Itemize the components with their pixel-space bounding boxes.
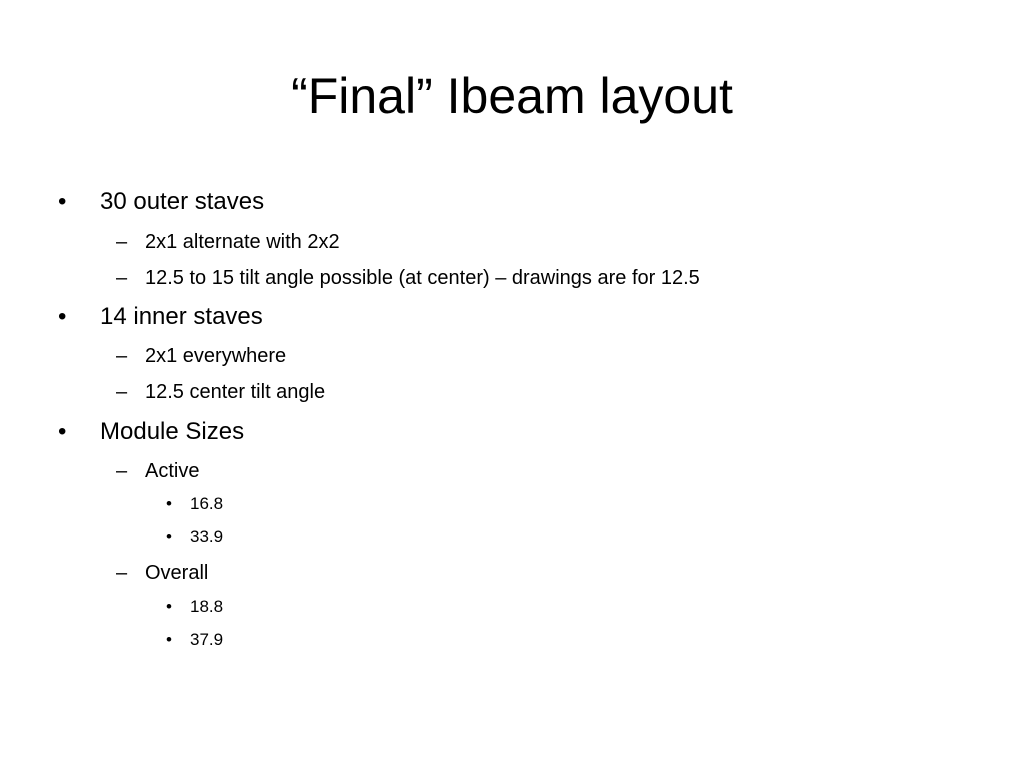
slide-title: “Final” Ibeam layout <box>291 68 733 124</box>
sub-bullet-item <box>0 560 1024 586</box>
sub-bullet-item <box>0 343 1024 369</box>
bullet-item <box>0 417 1024 447</box>
sub-bullet-item <box>0 265 1024 291</box>
small-bullet-marker: • <box>166 597 172 616</box>
bullet-marker: • <box>58 303 67 330</box>
dash-marker: – <box>116 460 128 482</box>
bullet-item <box>0 302 1024 332</box>
sub-bullet-item <box>0 379 1024 405</box>
sub-sub-bullet-item <box>0 493 1024 515</box>
sub-bullet-text: 2x1 everywhere <box>145 345 287 367</box>
dash-marker: – <box>116 562 128 584</box>
small-bullet-marker: • <box>166 630 172 649</box>
dash-marker: – <box>116 345 128 367</box>
dash-marker: – <box>116 381 128 403</box>
sub-sub-bullet-text: 37.9 <box>190 630 224 649</box>
bullet-item <box>0 187 1024 217</box>
sub-bullet-text: 12.5 to 15 tilt angle possible (at center) – drawings are for 12.5 <box>145 267 700 289</box>
bullet-text: 14 inner staves <box>100 303 263 330</box>
sub-bullet-text: 2x1 alternate with 2x2 <box>145 231 340 253</box>
small-bullet-marker: • <box>166 527 172 546</box>
sub-sub-bullet-item <box>0 526 1024 548</box>
sub-sub-bullet-text: 33.9 <box>190 527 224 546</box>
dash-marker: – <box>116 231 128 253</box>
sub-bullet-text: Active <box>145 460 200 482</box>
bullet-text: Module Sizes <box>100 418 245 445</box>
sub-sub-bullet-text: 18.8 <box>190 597 224 616</box>
bullet-marker: • <box>58 418 67 445</box>
sub-bullet-item <box>0 458 1024 484</box>
sub-bullet-item <box>0 229 1024 255</box>
sub-sub-bullet-item <box>0 596 1024 618</box>
sub-bullet-text: Overall <box>145 562 209 584</box>
sub-sub-bullet-text: 16.8 <box>190 494 224 513</box>
sub-bullet-text: 12.5 center tilt angle <box>145 381 326 403</box>
small-bullet-marker: • <box>166 494 172 513</box>
dash-marker: – <box>116 267 128 289</box>
sub-sub-bullet-item <box>0 629 1024 651</box>
bullet-text: 30 outer staves <box>100 188 265 215</box>
bullet-marker: • <box>58 188 67 215</box>
